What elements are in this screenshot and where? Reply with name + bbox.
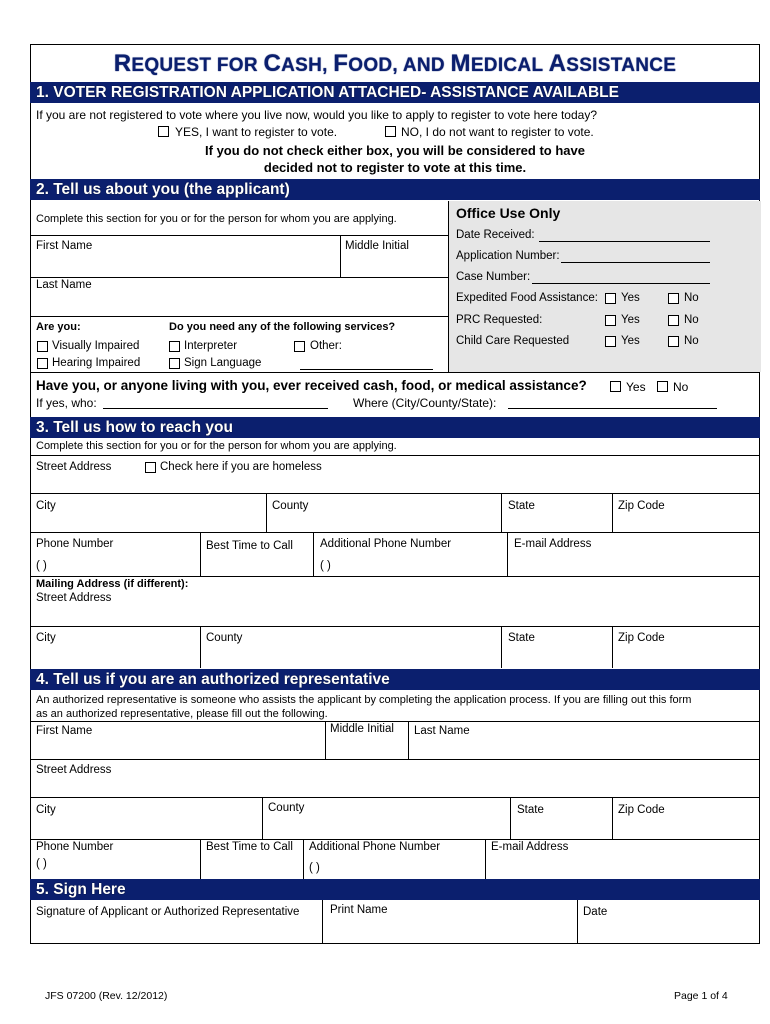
form-id: JFS 07200 (Rev. 12/2012)	[45, 990, 168, 1002]
prc-no-checkbox[interactable]	[668, 315, 679, 326]
office-childcare-label: Child Care Requested	[456, 335, 570, 347]
office-expedited-label: Expedited Food Assistance:	[456, 292, 598, 304]
rep-first-name-label: First Name	[36, 725, 93, 737]
page-number: Page 1 of 4	[674, 990, 728, 1002]
office-date-received-line[interactable]	[539, 241, 710, 242]
received-no-label: No	[673, 380, 689, 394]
rep-street-label: Street Address	[36, 764, 112, 776]
applicant-middle-initial-label: Middle Initial	[345, 240, 409, 252]
office-case-number-line[interactable]	[532, 283, 710, 284]
rep-middle-initial-label: Middle Initial	[330, 723, 394, 735]
mailing-state-label: State	[508, 632, 535, 644]
services-question: Do you need any of the following services?	[169, 321, 396, 333]
state-label: State	[508, 500, 535, 512]
received-yes-label: Yes	[626, 380, 646, 394]
rep-last-name-label: Last Name	[414, 725, 470, 737]
section-5-header: 5. Sign Here	[30, 879, 760, 900]
received-yes-checkbox[interactable]	[610, 381, 621, 392]
office-app-number-label: Application Number:	[456, 250, 560, 262]
sign-language-checkbox[interactable]	[169, 358, 180, 369]
where-line[interactable]	[508, 408, 717, 409]
prc-yes-checkbox[interactable]	[605, 315, 616, 326]
received-no-checkbox[interactable]	[657, 381, 668, 392]
rep-phone-paren[interactable]: ( )	[36, 858, 47, 870]
applicant-last-name-label: Last Name	[36, 279, 92, 291]
s4-intro-line1: An authorized representative is someone who assists the applicant by completing the application process. If you are filling out this form	[36, 694, 692, 706]
other-service-checkbox[interactable]	[294, 341, 305, 352]
page-title: REQUEST FOR CASH, FOOD, AND MEDICAL ASSISTANCE	[113, 50, 677, 77]
expedited-yes-label: Yes	[621, 292, 640, 304]
office-case-number-label: Case Number:	[456, 271, 531, 283]
s2-intro: Complete this section for you or for the person for whom you are applying.	[36, 213, 397, 225]
email-label: E-mail Address	[514, 538, 592, 550]
rep-best-time-label: Best Time to Call	[206, 841, 293, 853]
section-1-header: 1. VOTER REGISTRATION APPLICATION ATTACHED- ASSISTANCE AVAILABLE	[30, 82, 760, 103]
s3-intro: Complete this section for you or for the person for whom you are applying.	[36, 440, 397, 452]
childcare-yes-checkbox[interactable]	[605, 336, 616, 347]
visually-impaired-label: Visually Impaired	[52, 340, 140, 352]
homeless-checkbox[interactable]	[145, 462, 156, 473]
mailing-street-label: Street Address	[36, 592, 112, 604]
rep-zip-label: Zip Code	[618, 804, 665, 816]
date-field[interactable]	[578, 901, 759, 943]
office-date-received-label: Date Received:	[456, 229, 535, 241]
childcare-no-checkbox[interactable]	[668, 336, 679, 347]
section-4-header: 4. Tell us if you are an authorized representative	[30, 669, 760, 690]
phone-label: Phone Number	[36, 538, 114, 550]
best-time-label: Best Time to Call	[206, 540, 293, 552]
if-yes-who-label: If yes, who:	[36, 396, 97, 410]
city-label: City	[36, 500, 56, 512]
voter-no-label: NO, I do not want to register to vote.	[401, 125, 594, 139]
voter-no-checkbox[interactable]	[385, 126, 396, 137]
rep-state-label: State	[517, 804, 544, 816]
mailing-address-label: Mailing Address (if different):	[36, 578, 189, 590]
mailing-zip-label: Zip Code	[618, 632, 665, 644]
street-address-label: Street Address	[36, 461, 112, 473]
rep-additional-phone-label: Additional Phone Number	[309, 841, 441, 853]
if-yes-who-line[interactable]	[103, 408, 328, 409]
county-label: County	[272, 500, 309, 512]
voter-yes-checkbox[interactable]	[158, 126, 169, 137]
print-name-field[interactable]	[323, 901, 576, 943]
interpreter-label: Interpreter	[184, 340, 238, 352]
expedited-yes-checkbox[interactable]	[605, 293, 616, 304]
rep-email-label: E-mail Address	[491, 841, 569, 853]
section-2-header: 2. Tell us about you (the applicant)	[30, 179, 760, 200]
rep-phone-label: Phone Number	[36, 841, 114, 853]
visually-impaired-checkbox[interactable]	[37, 341, 48, 352]
voter-note-line1: If you do not check either box, you will be considered to have	[205, 143, 585, 158]
prc-yes-label: Yes	[621, 314, 640, 326]
section-3-header: 3. Tell us how to reach you	[30, 417, 760, 438]
mailing-city-label: City	[36, 632, 56, 644]
additional-phone-paren[interactable]: ( )	[320, 560, 331, 572]
rep-city-label: City	[36, 804, 56, 816]
applicant-middle-initial-field[interactable]	[341, 236, 447, 276]
print-name-label: Print Name	[330, 904, 388, 916]
other-service-line[interactable]	[300, 369, 433, 370]
are-you-label: Are you:	[36, 321, 81, 333]
interpreter-checkbox[interactable]	[169, 341, 180, 352]
hearing-impaired-label: Hearing Impaired	[52, 357, 141, 369]
mailing-county-label: County	[206, 632, 243, 644]
applicant-last-name-field[interactable]	[31, 278, 447, 316]
applicant-first-name-label: First Name	[36, 240, 93, 252]
childcare-yes-label: Yes	[621, 335, 640, 347]
signature-label: Signature of Applicant or Authorized Representative	[36, 906, 300, 918]
received-assistance-question: Have you, or anyone living with you, ever received cash, food, or medical assistance?	[36, 378, 587, 393]
phone-area-paren[interactable]: ( )	[36, 560, 47, 572]
voter-note-line2: decided not to register to vote at this time.	[263, 160, 527, 175]
sign-language-label: Sign Language	[184, 357, 262, 369]
prc-no-label: No	[684, 314, 699, 326]
rep-county-label: County	[268, 802, 305, 814]
homeless-label: Check here if you are homeless	[160, 461, 322, 473]
signature-field[interactable]	[31, 901, 321, 943]
expedited-no-label: No	[684, 292, 699, 304]
voter-question: If you are not registered to vote where you live now, would you like to apply to register to vote here today?	[36, 108, 597, 122]
zip-label: Zip Code	[618, 500, 665, 512]
childcare-no-label: No	[684, 335, 699, 347]
expedited-no-checkbox[interactable]	[668, 293, 679, 304]
where-label: Where (City/County/State):	[353, 396, 497, 410]
hearing-impaired-checkbox[interactable]	[37, 358, 48, 369]
rep-additional-phone-paren[interactable]: ( )	[309, 862, 320, 874]
voter-yes-label: YES, I want to register to vote.	[175, 125, 338, 139]
office-app-number-line[interactable]	[561, 262, 710, 263]
office-prc-label: PRC Requested:	[456, 314, 543, 326]
s4-intro-line2: as an authorized representative, please fill out the following.	[36, 708, 328, 720]
other-service-label: Other:	[310, 340, 342, 352]
applicant-first-name-field[interactable]	[31, 236, 339, 276]
date-label: Date	[583, 906, 608, 918]
additional-phone-label: Additional Phone Number	[320, 538, 452, 550]
office-use-title: Office Use Only	[456, 205, 561, 221]
